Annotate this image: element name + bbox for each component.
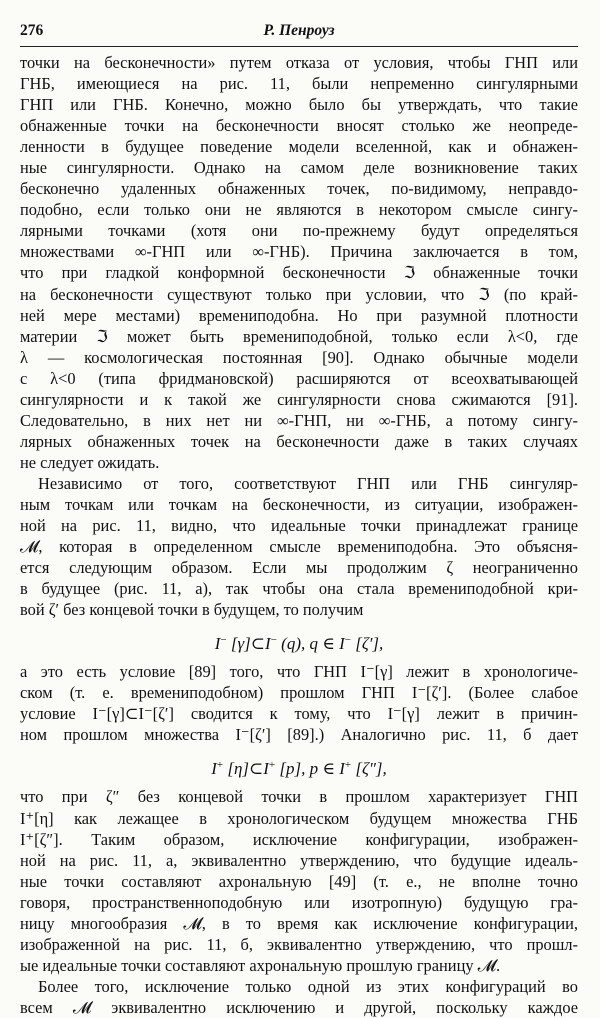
page-header: [20, 22, 578, 46]
text-line: ной на рис. 11, видно, что идеальные точки принадлежат границе: [20, 516, 578, 536]
text-line: множествами ∞-ГНП или ∞-ГНБ). Причина заключается в том,: [20, 242, 578, 262]
text-line: ней мере местами) времениподобна. Но при разумной плотности: [20, 305, 578, 325]
text-line: материи ℑ может быть времениподобной, только если λ<0, где: [20, 326, 578, 346]
formula-part: [ζ′],: [350, 634, 384, 654]
running-head: Р. Пенроуз: [263, 22, 335, 39]
text-line: подобно, если только они не являются в некотором смысле сингу-: [20, 200, 578, 220]
text-line: а это есть условие [89] того, что ГНП I⁻[γ] лежит в хронологиче-: [20, 662, 578, 682]
formula-superscript: +: [344, 759, 352, 772]
text-line: ные сингулярности. Однако на самом деле возникновение таких: [20, 158, 578, 178]
display-formula-2: [20, 745, 578, 786]
formula-part: I: [214, 634, 221, 654]
text-line: говоря, пространственноподобную или изотропную) будущую гра-: [20, 892, 578, 912]
text-line: I⁺[ζ″]. Таким образом, исключение конфигурации, изображен-: [20, 829, 578, 849]
text-line: ной на рис. 11, а, эквивалентно утверждению, что будущие идеаль-: [20, 850, 578, 870]
text-line: изображенной на рис. 11, б, эквивалентно утверждению, что прошл-: [20, 934, 578, 954]
formula-superscript: +: [268, 759, 276, 772]
text-line: ным точкам или точкам на бесконечности, из ситуации, изображен-: [20, 494, 578, 514]
text-line: обнаженные точки на бесконечности вносят столько же неопреде-: [20, 116, 578, 136]
text-line: что при гладкой конформной бесконечности ℑ обнаженные точки: [20, 263, 578, 283]
text-line: сингулярности и к такой же сингулярности снова сжимаются [91].: [20, 389, 578, 409]
text-line: ГНБ, имеющиеся на рис. 11, были непременно сингулярными: [20, 74, 578, 94]
paragraph-start-line: Независимо от того, соответствуют ГНП или ГНБ сингуляр-: [38, 473, 578, 493]
text-line: ется следующим образом. Если мы продолжим ζ неограниченно: [20, 558, 578, 578]
display-formula-1: [20, 620, 578, 661]
text-line: всем 𝓜 эквивалентно исключению и другой, поскольку каждое: [20, 997, 578, 1017]
text-line: I⁺[η] как лежащее в хронологическом будущем множества ГНБ: [20, 808, 578, 828]
text-line: лярных обнаженных точек на бесконечности даже в таких случаях: [20, 431, 578, 451]
text-line: бесконечно удаленных обнаженных точек, по-видимому, неправдо-: [20, 179, 578, 199]
formula-part: (q), q ∈ I: [276, 634, 345, 654]
text-line: ГНП или ГНБ. Конечно, можно было бы утверждать, что такие: [20, 95, 578, 115]
text-line: ленности в будущее поведение модели вселенной, как и обнажен-: [20, 137, 578, 157]
text-line: Следовательно, в них нет ни ∞-ГНП, ни ∞-ГНБ, а потому сингу-: [20, 410, 578, 430]
formula-superscript: −: [344, 634, 351, 647]
text-line: лярными точками (хотя они по-прежнему будут определяться: [20, 221, 578, 241]
text-line: что при ζ″ без концевой точки в прошлом характеризует ГНП: [20, 787, 578, 807]
text-line: ые идеальные точки составляют ахрональную прошлую границу 𝓜.: [20, 955, 501, 975]
formula-superscript: +: [216, 759, 224, 772]
text-line: ницу многообразия 𝓜, в то время как исключение конфигурации,: [20, 913, 578, 933]
text-line: с λ<0 (типа фридмановской) расширяются от всеохватывающей: [20, 368, 578, 388]
formula-part: [p], p ∈ I: [275, 759, 345, 779]
body-text: [20, 52, 578, 1018]
text-line: ском (т. е. времениподобном) прошлом ГНП I⁻[ζ′]. (Более слабое: [20, 683, 578, 703]
text-line: λ — космологическая постоянная [90]. Однако обычные модели: [20, 347, 578, 367]
text-line: точки на бесконечности» путем отказа от условия, чтобы ГНП или: [20, 53, 578, 72]
text-line: ном прошлом множества I⁻[ζ′] [89].) Аналогично рис. 11, б дает: [20, 725, 578, 745]
text-line: не следует ожидать.: [20, 452, 160, 472]
formula-superscript: −: [220, 634, 227, 647]
header-rule: [20, 46, 578, 47]
text-line: на бесконечности существуют только при условии, что ℑ (по край-: [20, 284, 578, 304]
text-line: вой ζ′ без концевой точки в будущем, то получим: [20, 600, 364, 620]
formula-part: I: [211, 759, 217, 779]
page-number: 276: [20, 22, 44, 39]
text-line: 𝓜, которая в определенном смысле времениподобна. Это объясня-: [20, 537, 578, 557]
formula-part: [ζ″],: [351, 759, 387, 779]
formula-superscript: −: [270, 634, 277, 647]
formula-part: [η]⊂I: [223, 759, 269, 779]
text-line: условие I⁻[γ]⊂I⁻[ζ′] сводится к тому, что I⁻[γ] лежит в причин-: [20, 704, 578, 724]
paragraph-start-line: Более того, исключение только одной из этих конфигураций во: [38, 976, 578, 996]
text-line: в будущее (рис. 11, а), так чтобы она стала времениподобной кри-: [20, 579, 578, 599]
formula-part: [γ]⊂I: [226, 634, 271, 654]
text-line: ные точки составляют ахрональную [49] (т. е., не вполне точно: [20, 871, 578, 891]
